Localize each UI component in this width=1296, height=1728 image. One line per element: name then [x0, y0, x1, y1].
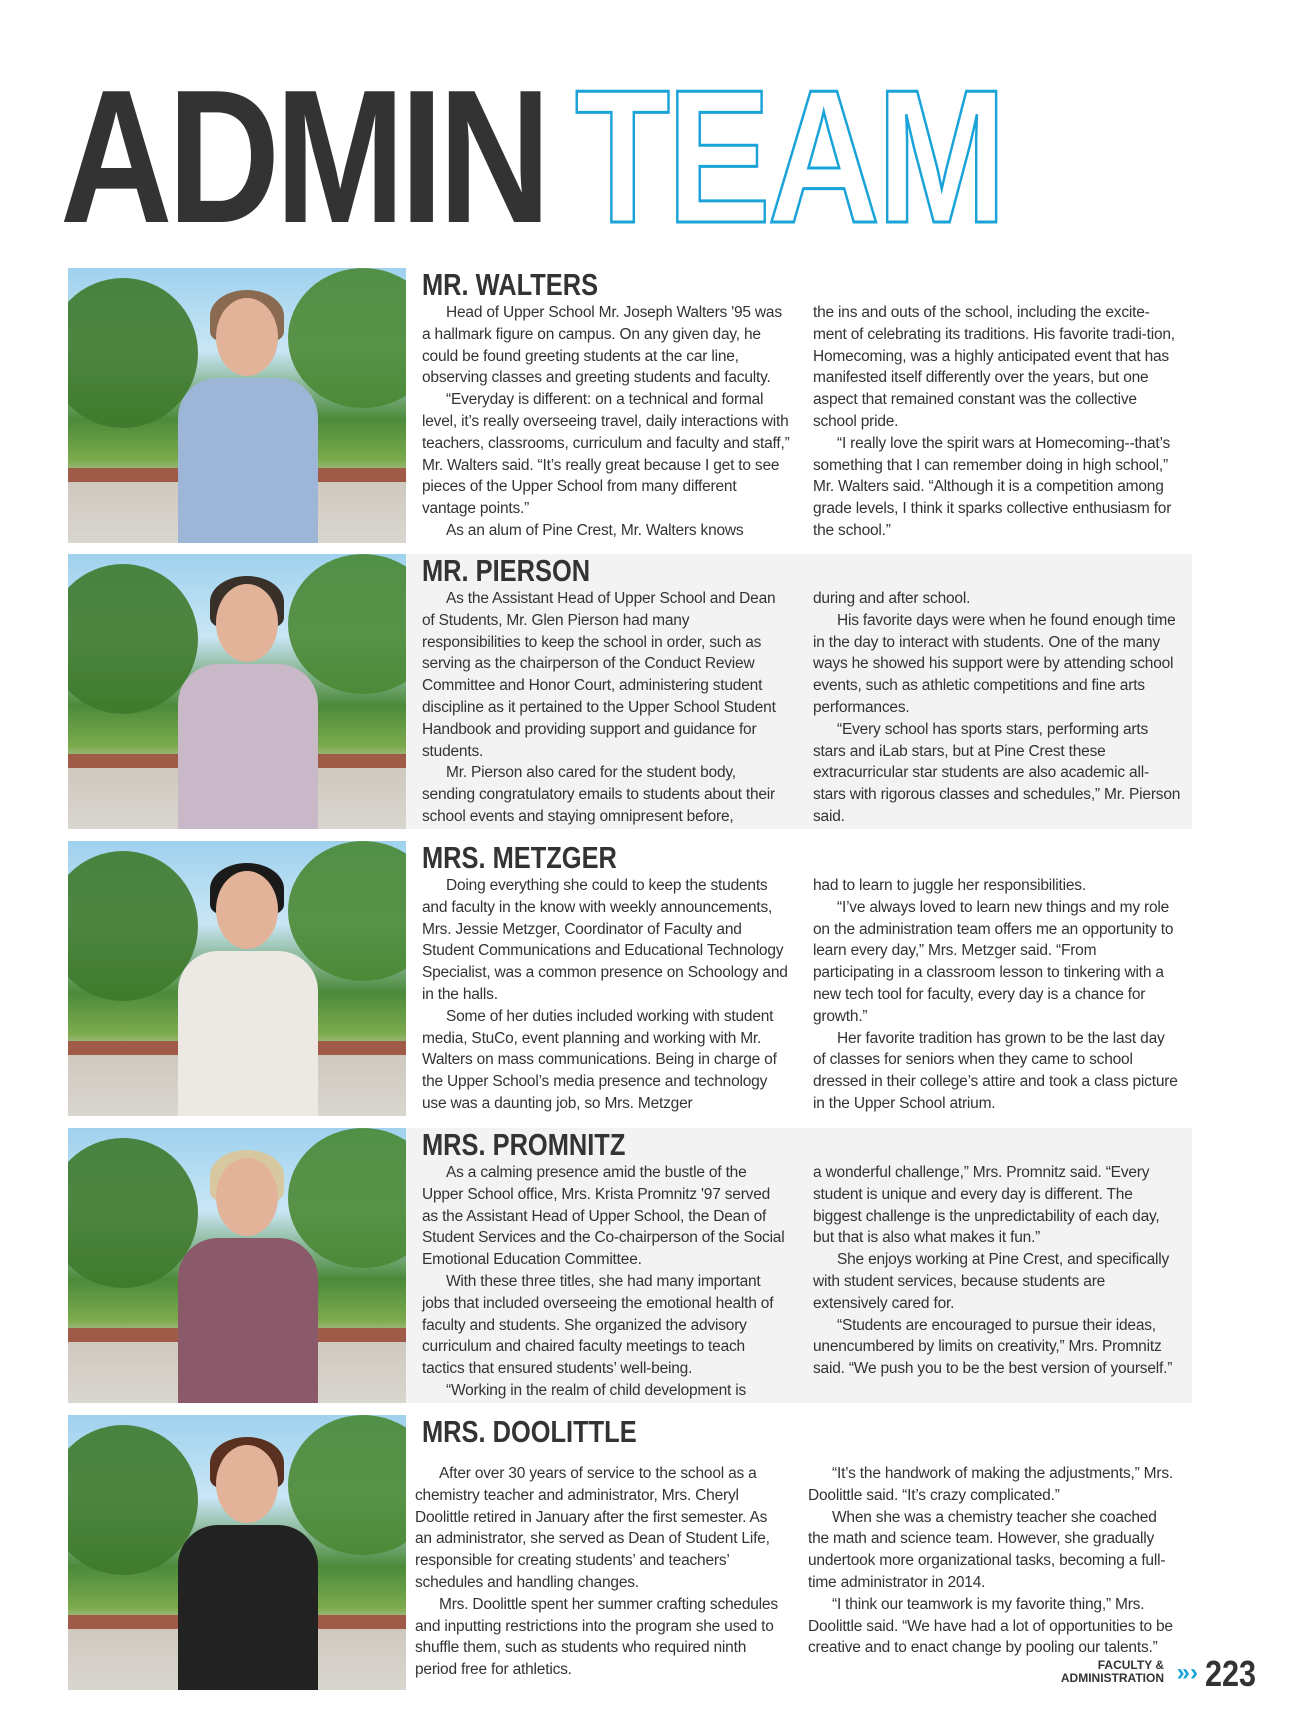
photo-metzger [68, 841, 406, 1116]
paragraph: “I’ve always loved to learn new things and my role on the administration team offers me an opportunity to learn every day,” Mrs. Metzger said. “From participating in a classroom lesson to tinkering with a new tech tool for faculty, every day is a chance for growth.” [813, 898, 1174, 1025]
paragraph: “Every school has sports stars, performing arts stars and iLab stars, but at Pine Crest these extracurricular star students are also academic all-stars with rigorous classes and schedules,” Mr. Pierson said. [813, 720, 1181, 825]
paragraph: had to learn to juggle her responsibilities. [813, 877, 1086, 894]
profile-pierson [68, 554, 1192, 829]
title-admin-word: ADMIN [60, 51, 547, 263]
title-team-word: TEAM [575, 51, 1004, 263]
section-label-line1: FACULTY & [1097, 1658, 1164, 1672]
article-column-right [813, 1162, 1181, 1380]
article-column-left [422, 875, 790, 1115]
profile-walters [68, 268, 1192, 543]
profile-name: MR. WALTERS [422, 267, 599, 302]
paragraph: Doing everything she could to keep the students and faculty in the know with weekly announcements, Mrs. Jessie Metzger, Coordinator of Faculty and Student Communications and Educational Technology Specialist, was a common presence on Schoology and in the halls. [422, 877, 788, 1003]
paragraph: As an alum of Pine Crest, Mr. Walters knows [446, 521, 744, 539]
paragraph: “It’s the handwork of making the adjustments,” Mrs. Doolittle said. “It’s crazy complicated.” [808, 1465, 1173, 1504]
article-column-left [422, 302, 790, 542]
profile-promnitz [68, 1128, 1192, 1403]
paragraph: Some of her duties included working with student media, StuCo, event planning and working with Mr. Walters on mass communications. Being in charge of the Upper School’s media presence and technology use was a daunting job, so Mrs. Metzger [422, 1007, 777, 1112]
paragraph: As the Assistant Head of Upper School and Dean of Students, Mr. Glen Pierson had many responsibilities to keep the school in order, such as serving as the chairperson of the Conduct Review Committee and Honor Court, administering student discipline as it pertained to the Upper School Student Handbook and providing support and guidance for students. [422, 590, 776, 760]
paragraph: His favorite days were when he found enough time in the day to interact with students. One of the many ways he showed his support were by attending school events, such as athletic competitions and fine arts performances. [813, 611, 1176, 716]
paragraph: Her favorite tradition has grown to be the last day of classes for seniors when they came to school dressed in their college’s attire and took a class picture in the Upper School atrium. [813, 1029, 1178, 1112]
section-label [1061, 1659, 1164, 1685]
page-number: 223 [1204, 1653, 1256, 1694]
paragraph: Mr. Pierson also cared for the student body, sending congratulatory emails to students about their school events and staying omnipresent before, [422, 764, 776, 825]
paragraph: She enjoys working at Pine Crest, and specifically with student services, because students are extensively cared for. [813, 1251, 1170, 1312]
chevron-right-icon: »› [1176, 1659, 1198, 1686]
paragraph: the ins and outs of the school, including the excite-ment of celebrating its traditions. His favorite tradi-tion, Homecoming, was a highly anticipated event that has manifested itself differently over the years, but one aspect that remained constant was the collective school pride. [813, 304, 1175, 430]
article-column-left [422, 1162, 790, 1402]
article-column-right [813, 588, 1181, 828]
article-column-left [415, 1463, 783, 1681]
paragraph: “I really love the spirit wars at Homecoming--that’s something that I can remember doing in high school,” Mr. Walters said. “Although it is a competition among grade levels, I think it sparks collective enthusiasm for the school.” [813, 434, 1172, 539]
photo-promnitz [68, 1128, 406, 1403]
section-label-line2: ADMINISTRATION [1060, 1671, 1164, 1685]
profile-metzger [68, 841, 1192, 1116]
profile-name: MRS. DOOLITTLE [422, 1414, 637, 1449]
article-column-right [813, 302, 1181, 542]
paragraph: With these three titles, she had many important jobs that included overseeing the emotional health of faculty and students. She organized the advisory curriculum and chaired faculty meetings to teach tactics that ensured students’ well-being. [422, 1272, 774, 1378]
paragraph: “Working in the realm of child development is [446, 1381, 746, 1399]
paragraph: As a calming presence amid the bustle of the Upper School office, Mrs. Krista Promnitz '97 served as the Assistant Head of Upper School, the Dean of Student Services and the Co-chairperson of the Social Emotional Education Committee. [422, 1164, 785, 1269]
profile-name: MR. PIERSON [422, 553, 591, 588]
profile-name: MRS. METZGER [422, 840, 617, 875]
paragraph: When she was a chemistry teacher she coached the math and science team. However, she gradually undertook more organizational tasks, becoming a full-time administrator in 2014. [808, 1508, 1166, 1591]
paragraph: a wonderful challenge,” Mrs. Promnitz said. “Every student is unique and every day is different. The biggest challenge is the unpredictability of each day, but that is also what makes it fun.” [813, 1164, 1160, 1247]
paragraph: Head of Upper School Mr. Joseph Walters '95 was a hallmark figure on campus. On any given day, he could be found greeting students at the car line, observing classes and greeting students and faculty. [422, 304, 782, 387]
article-column-left [422, 588, 790, 828]
photo-walters [68, 268, 406, 543]
paragraph: “Everyday is different: on a technical and formal level, it’s really overseeing travel, daily interactions with teachers, classrooms, curriculum and faculty and staff,” Mr. Walters said. “It’s really great because I get to see pieces of the Upper School from many different vantage points.” [422, 391, 790, 518]
paragraph: “Students are encouraged to pursue their ideas, unencumbered by limits on creativity,” Mrs. Promnitz said. “We push you to be the best version of yourself.” [813, 1316, 1173, 1378]
article-column-right [813, 875, 1181, 1115]
paragraph: “I think our teamwork is my favorite thing,” Mrs. Doolittle said. “We have had a lot of opportunities to be creative and to enact change by pooling our talents.” [808, 1595, 1173, 1657]
profile-name: MRS. PROMNITZ [422, 1127, 626, 1162]
paragraph: during and after school. [813, 590, 971, 607]
photo-pierson [68, 554, 406, 829]
paragraph: Mrs. Doolittle spent her summer crafting schedules and inputting restrictions into the program she used to shuffle them, such as students who required ninth period free for athletics. [415, 1595, 778, 1679]
photo-doolittle [68, 1415, 406, 1690]
paragraph: After over 30 years of service to the school as a chemistry teacher and administrator, Mrs. Cheryl Doolittle retired in January after the first semester. As an administrator, she served as Dean of Student Life, responsible for creating students’ and teachers’ schedules and handling changes. [415, 1465, 770, 1591]
article-column-right [808, 1463, 1176, 1659]
profile-doolittle [68, 1415, 1192, 1690]
